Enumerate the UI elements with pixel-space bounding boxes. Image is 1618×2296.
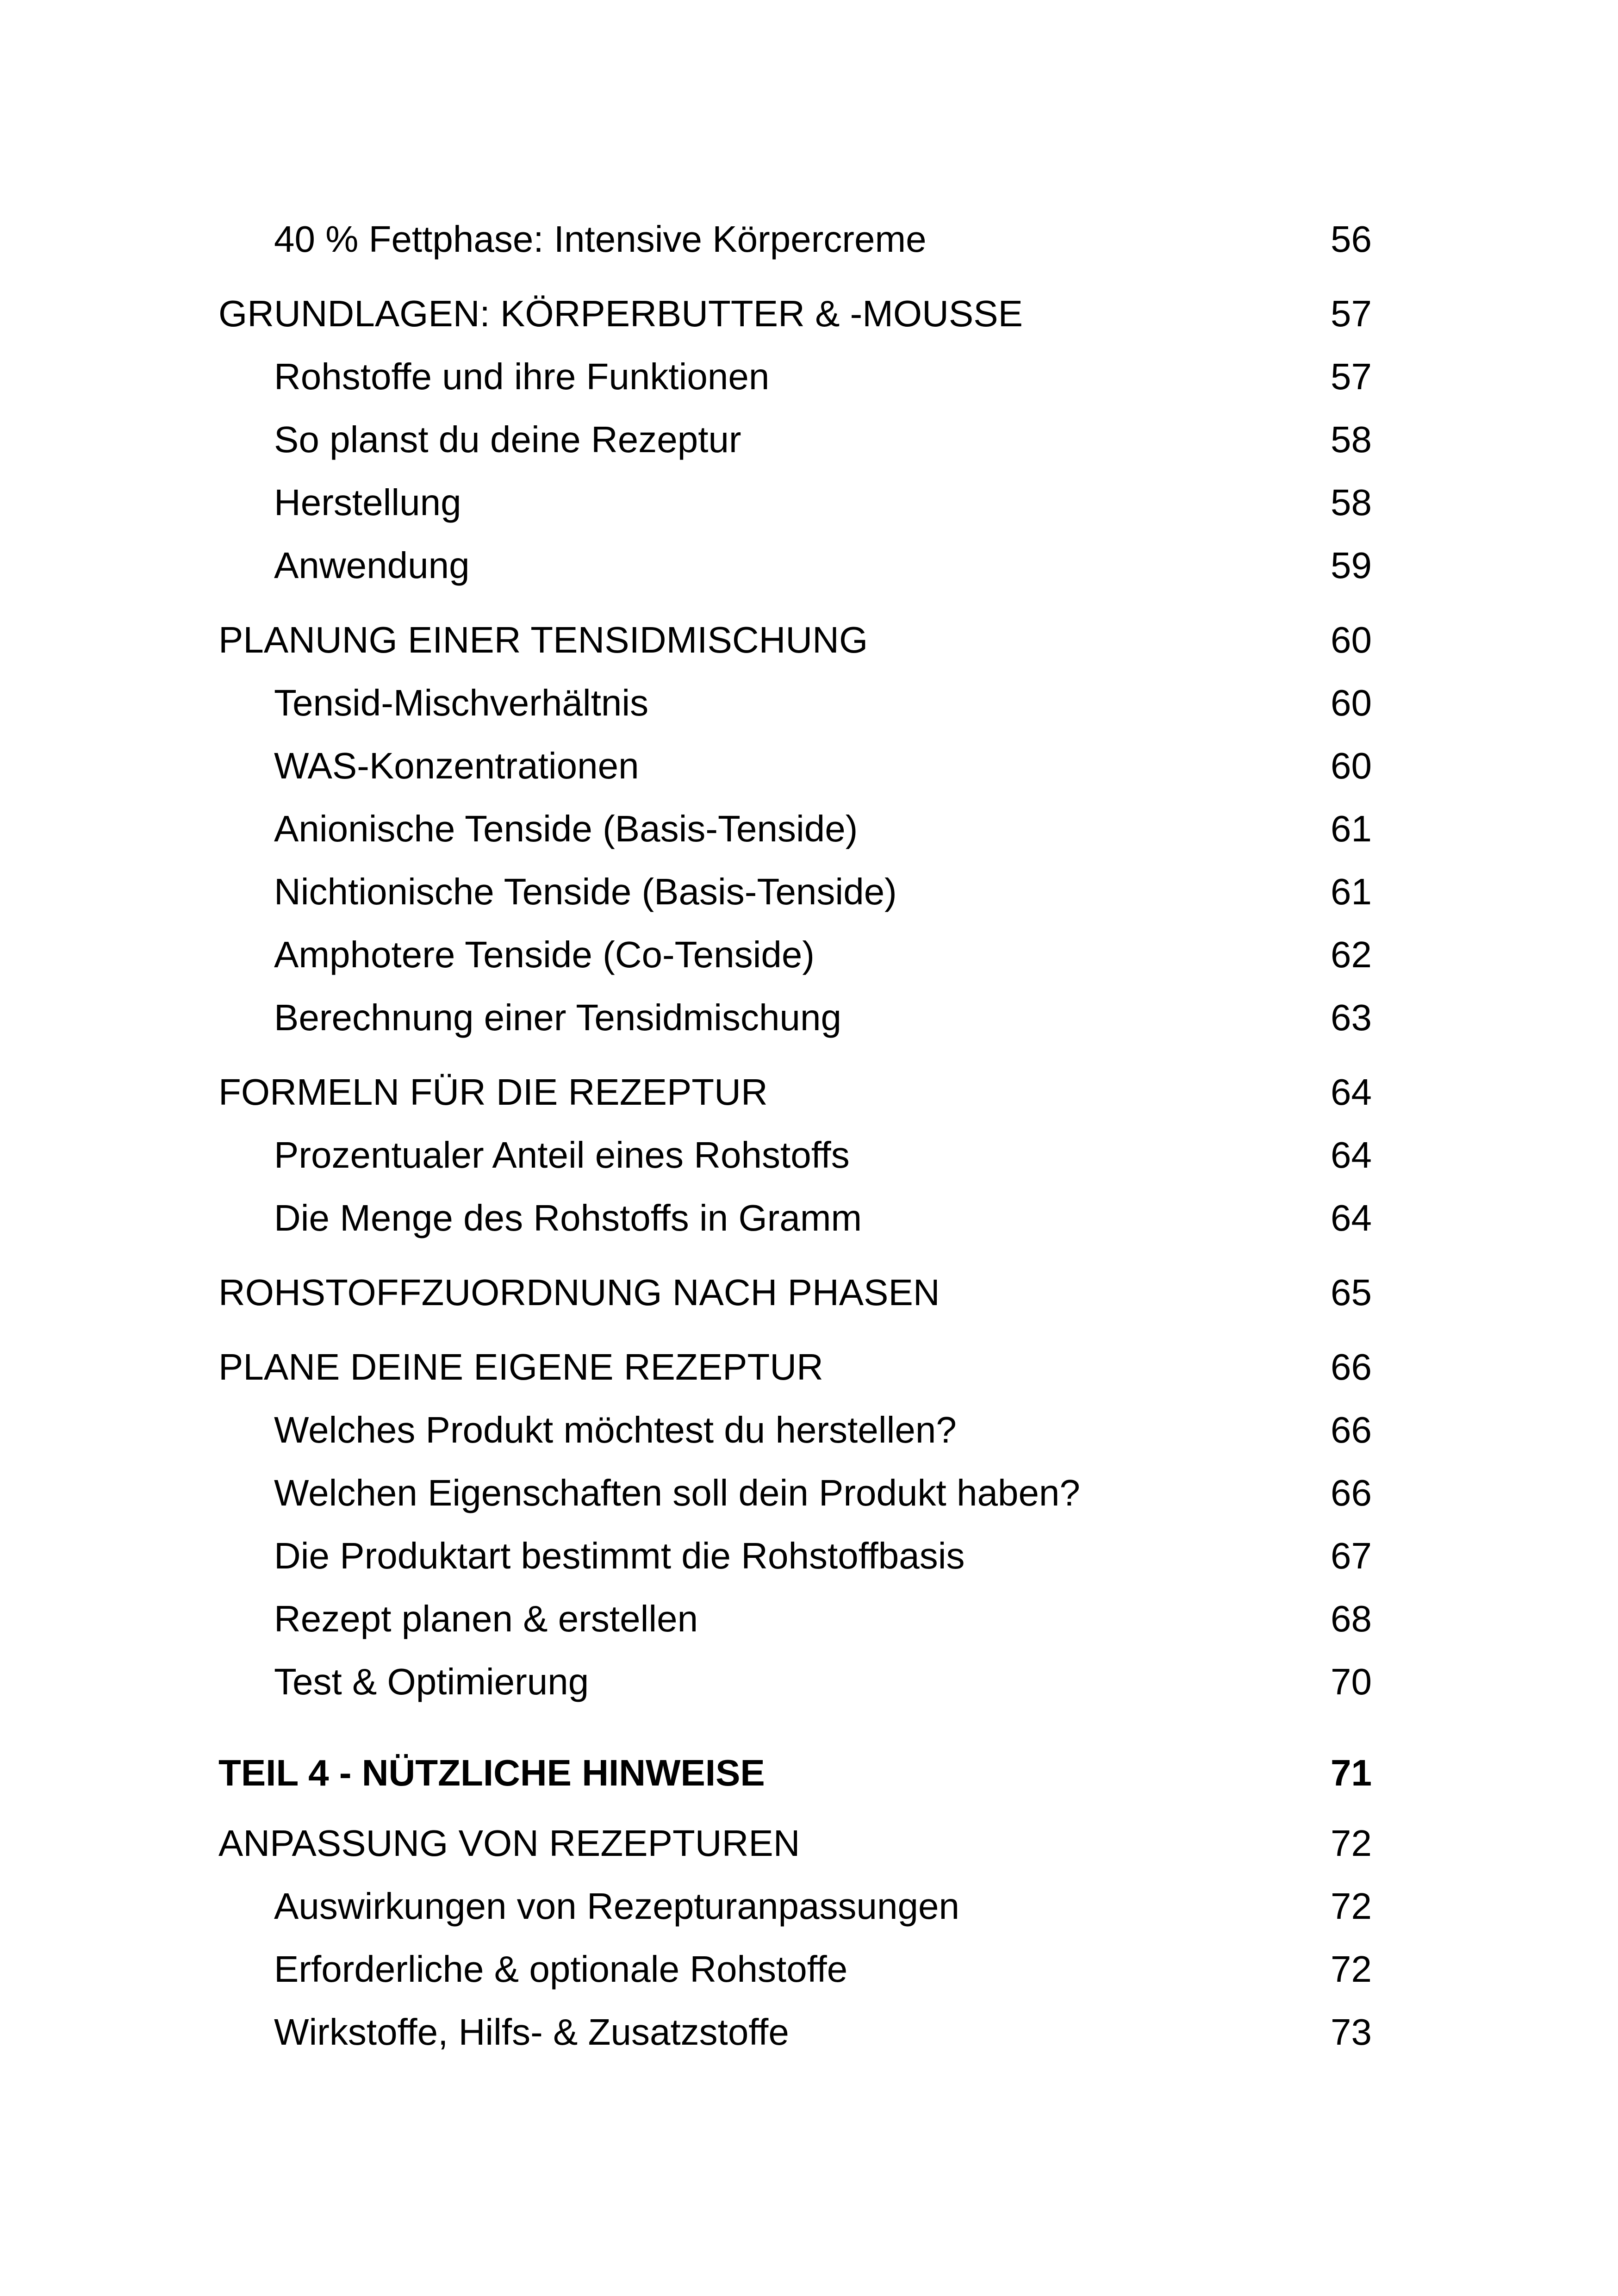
toc-part-page: 71 (1331, 1752, 1372, 1793)
toc-entry (218, 864, 1372, 920)
toc-entry-page: 60 (1331, 682, 1372, 723)
toc-entry-page: 58 (1331, 419, 1372, 460)
toc-entry (218, 1127, 1372, 1183)
toc-section (218, 1064, 1372, 1120)
toc-entry-title: Test & Optimierung (274, 1661, 589, 1702)
toc-entry (218, 990, 1372, 1045)
toc-entry (218, 212, 1372, 267)
toc-part-title: TEIL 4 - NÜTZLICHE HINWEISE (218, 1752, 765, 1793)
toc-entry-title: Anionische Tenside (Basis-Tenside) (274, 808, 858, 849)
toc-entry-page: 66 (1331, 1472, 1372, 1513)
toc-entry (218, 1941, 1372, 1997)
toc-section-title: FORMELN FÜR DIE REZEPTUR (218, 1071, 768, 1113)
toc-section-title: GRUNDLAGEN: KÖRPERBUTTER & -MOUSSE (218, 293, 1023, 334)
toc-section (218, 1816, 1372, 1871)
toc-entry-title: Rezept planen & erstellen (274, 1598, 698, 1639)
toc-entry-title: Welchen Eigenschaften soll dein Produkt haben? (274, 1472, 1080, 1513)
toc-entry-page: 70 (1331, 1661, 1372, 1702)
toc-entry-title: Die Menge des Rohstoffs in Gramm (274, 1197, 862, 1238)
toc-entry-title: Prozentualer Anteil eines Rohstoffs (274, 1134, 850, 1176)
toc-entry (218, 2004, 1372, 2060)
toc-section-page: 57 (1331, 293, 1372, 334)
toc-entry-page: 59 (1331, 545, 1372, 586)
toc-section (218, 1265, 1372, 1320)
toc-entry-page: 72 (1331, 1948, 1372, 1990)
toc-entry-title: Die Produktart bestimmt die Rohstoffbasis (274, 1535, 965, 1576)
toc-entry-title: Herstellung (274, 482, 461, 523)
toc-entry-page: 58 (1331, 482, 1372, 523)
toc-section-title: ROHSTOFFZUORDNUNG NACH PHASEN (218, 1272, 940, 1313)
toc-entry (218, 412, 1372, 467)
toc-entry (218, 1402, 1372, 1458)
toc-entry (218, 538, 1372, 593)
toc-entry-page: 64 (1331, 1197, 1372, 1238)
toc-section-title: ANPASSUNG VON REZEPTUREN (218, 1823, 800, 1864)
toc-entry-title: Welches Produkt möchtest du herstellen? (274, 1409, 957, 1450)
toc-section-page: 65 (1331, 1272, 1372, 1313)
toc-entry (218, 1190, 1372, 1246)
toc-entry-page: 60 (1331, 745, 1372, 786)
toc-entry-title: Tensid-Mischverhältnis (274, 682, 649, 723)
toc-entry-page: 61 (1331, 871, 1372, 912)
toc-entry (218, 1654, 1372, 1710)
toc-entry-page: 62 (1331, 934, 1372, 975)
toc-entry-page: 73 (1331, 2011, 1372, 2053)
toc-section (218, 286, 1372, 342)
toc-entry-page: 68 (1331, 1598, 1372, 1639)
table-of-contents (218, 0, 1372, 2296)
toc-entry-title: Nichtionische Tenside (Basis-Tenside) (274, 871, 897, 912)
toc-entry (218, 801, 1372, 857)
toc-entry (218, 1465, 1372, 1521)
toc-entry-page: 72 (1331, 1885, 1372, 1927)
toc-entry (218, 475, 1372, 530)
toc-section-page: 72 (1331, 1823, 1372, 1864)
toc-part-heading (218, 1745, 1372, 1801)
toc-entry-title: Rohstoffe und ihre Funktionen (274, 356, 770, 397)
toc-entry (218, 927, 1372, 983)
toc-section (218, 1339, 1372, 1395)
toc-entry-title: Wirkstoffe, Hilfs- & Zusatzstoffe (274, 2011, 789, 2053)
toc-entry (218, 1528, 1372, 1584)
toc-entry (218, 349, 1372, 404)
toc-entry-title: So planst du deine Rezeptur (274, 419, 741, 460)
toc-section-page: 66 (1331, 1346, 1372, 1388)
toc-section (218, 612, 1372, 668)
toc-entry-title: Berechnung einer Tensidmischung (274, 997, 841, 1038)
toc-entry (218, 675, 1372, 731)
toc-entry (218, 1879, 1372, 1934)
toc-entry-title: WAS-Konzentrationen (274, 745, 639, 786)
toc-section-title: PLANUNG EINER TENSIDMISCHUNG (218, 619, 868, 660)
toc-entry-page: 61 (1331, 808, 1372, 849)
toc-entry-title: Anwendung (274, 545, 470, 586)
toc-section-title: PLANE DEINE EIGENE REZEPTUR (218, 1346, 823, 1388)
toc-entry-page: 57 (1331, 356, 1372, 397)
toc-entry-page: 56 (1331, 218, 1372, 260)
toc-section-page: 60 (1331, 619, 1372, 660)
toc-entry-title: 40 % Fettphase: Intensive Körpercreme (274, 218, 927, 260)
toc-entry-page: 64 (1331, 1134, 1372, 1176)
toc-section-page: 64 (1331, 1071, 1372, 1113)
toc-entry-title: Auswirkungen von Rezepturanpassungen (274, 1885, 959, 1927)
toc-entry-page: 63 (1331, 997, 1372, 1038)
toc-entry-title: Amphotere Tenside (Co-Tenside) (274, 934, 815, 975)
toc-entry (218, 1591, 1372, 1647)
toc-entry (218, 738, 1372, 794)
toc-entry-title: Erforderliche & optionale Rohstoffe (274, 1948, 848, 1990)
toc-entry-page: 67 (1331, 1535, 1372, 1576)
toc-entry-page: 66 (1331, 1409, 1372, 1450)
